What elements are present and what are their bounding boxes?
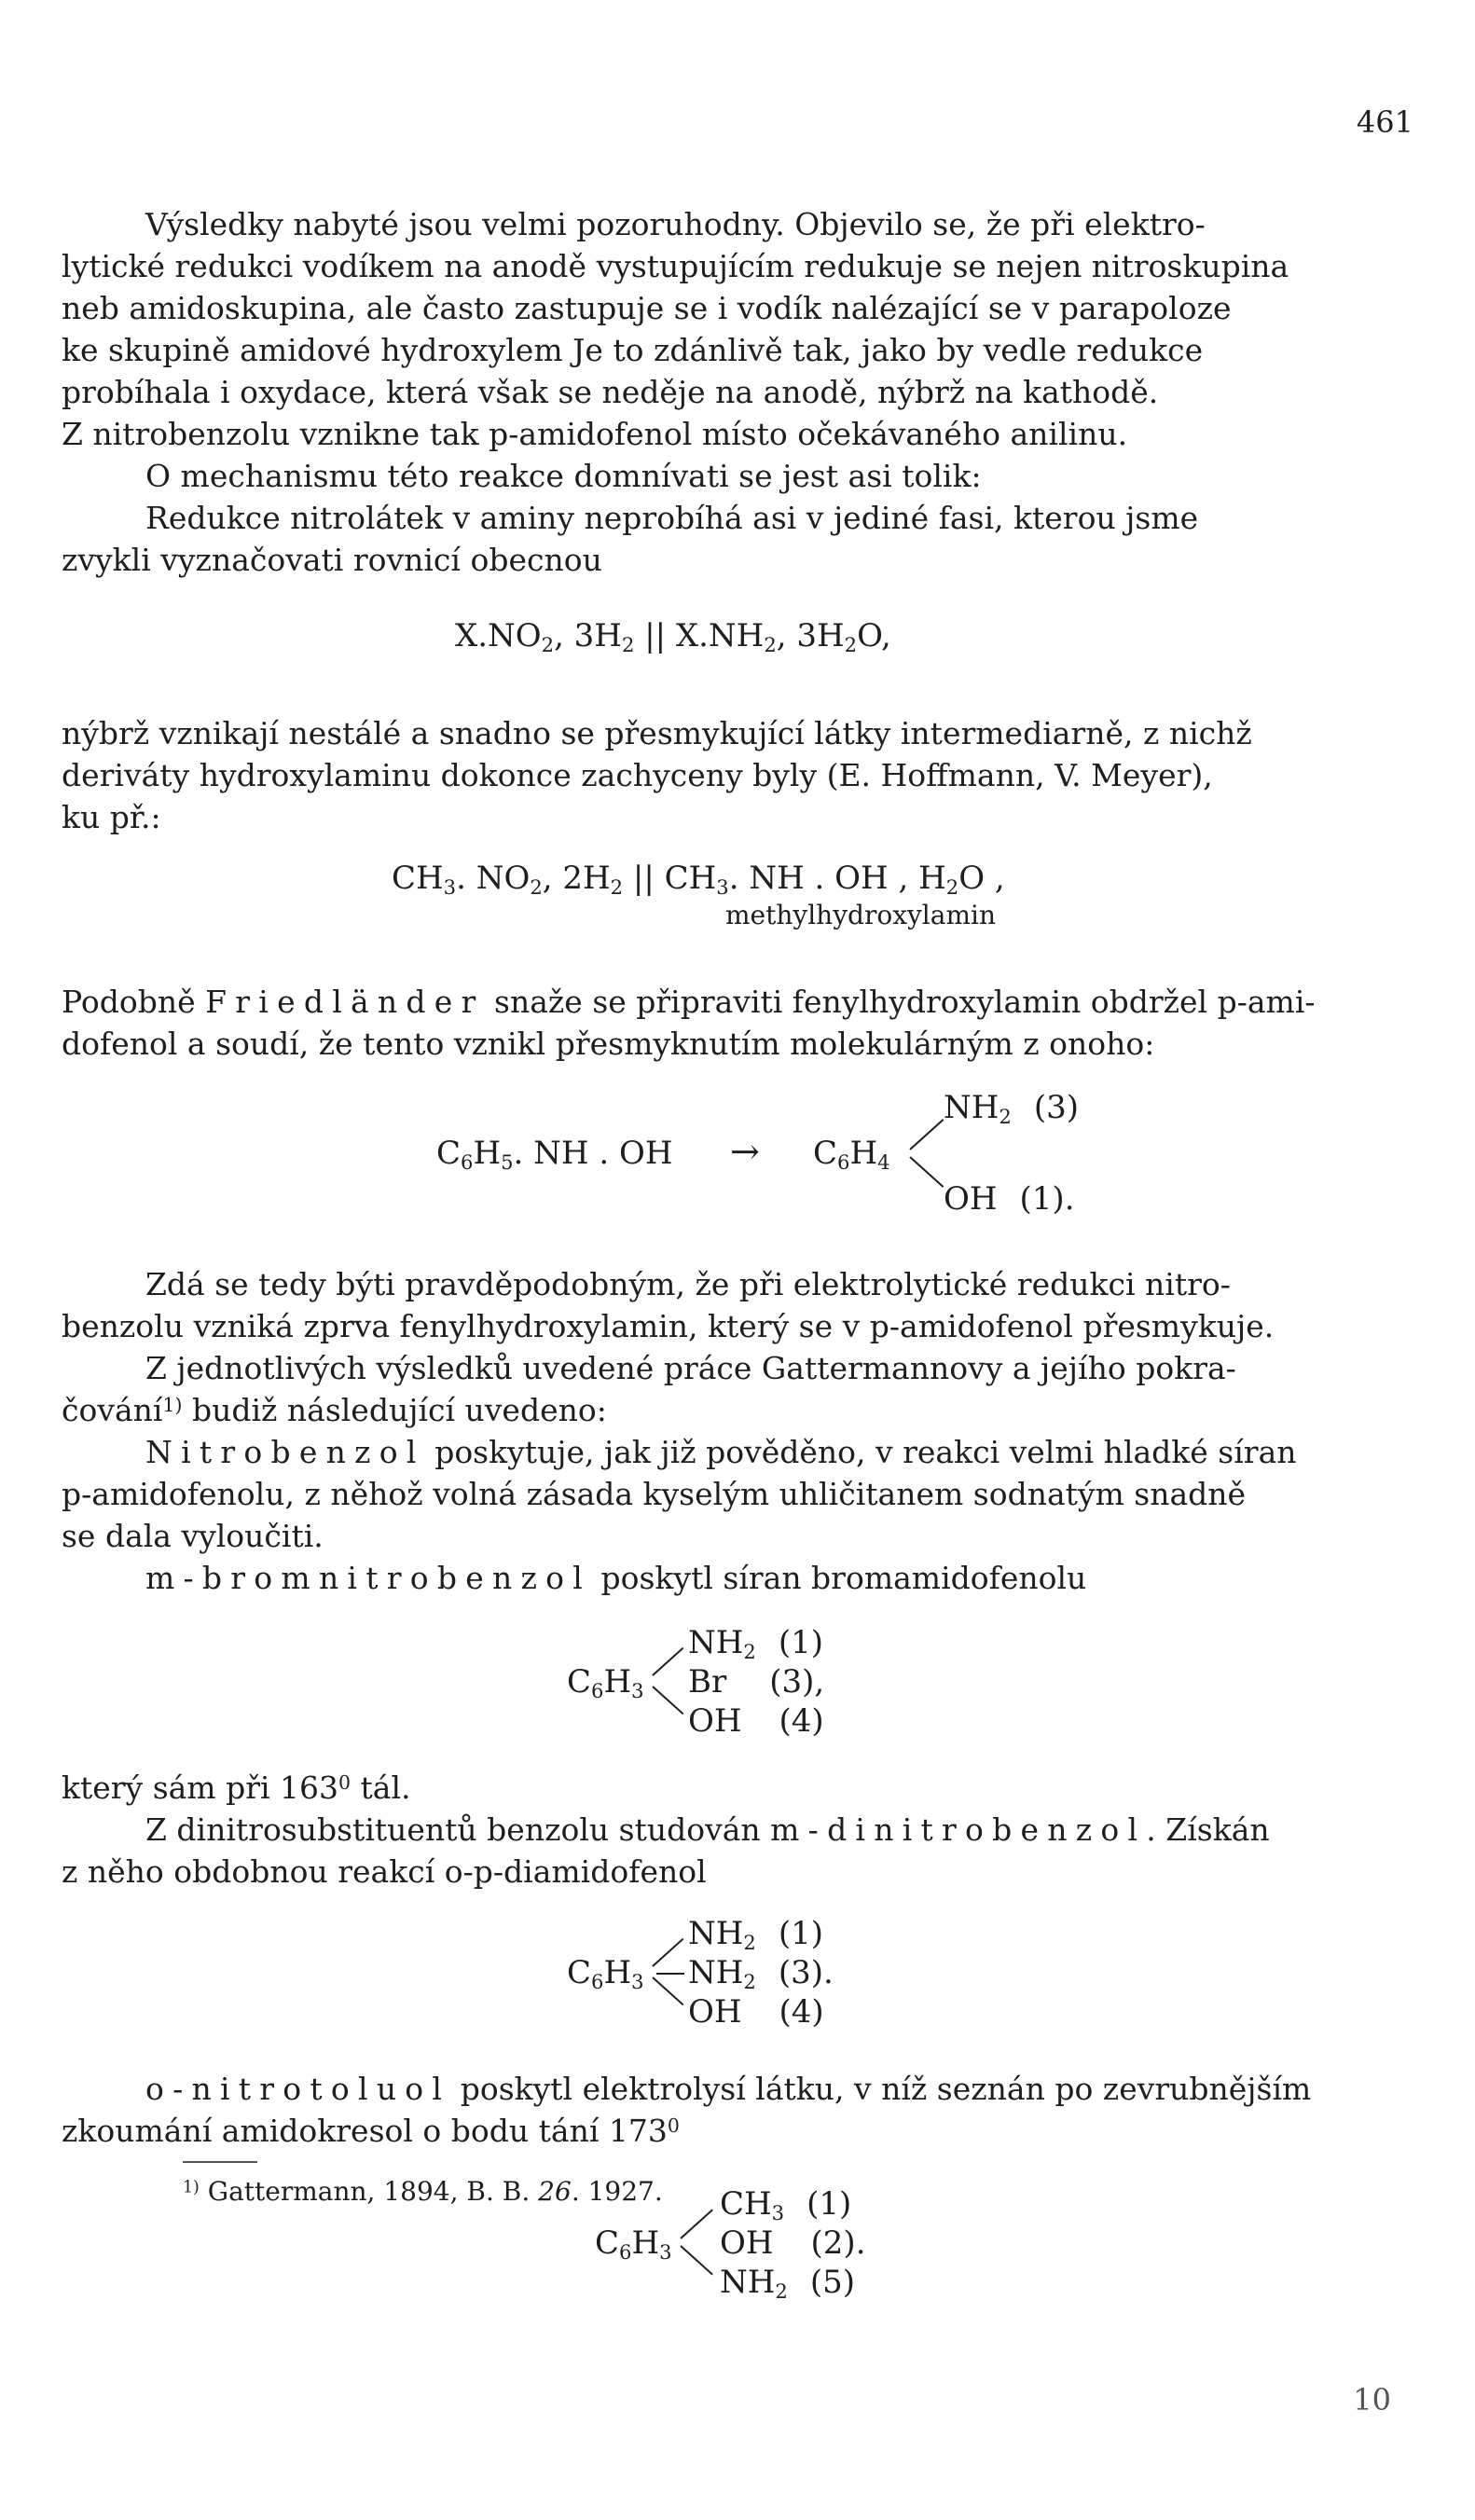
position-number: (1): [806, 2185, 852, 2223]
footnote: [183, 2176, 663, 2207]
text-line: Výsledky nabyté jsou velmi pozoruhodny. Objevilo se, že při elektro-: [145, 206, 1206, 242]
text-line: p-amidofenolu, z něhož volná zásada kyselým uhličitanem sodnatým snadně: [62, 1476, 1247, 1512]
substituent-bottom: [688, 1991, 824, 2032]
position-number: (3),: [769, 1663, 825, 1701]
formula-part: . NH . OH , H: [728, 860, 946, 897]
formula-part: || CH: [623, 860, 717, 897]
text-fragment: . Získán: [1146, 1811, 1270, 1848]
spaced-name: m-dinitrobenzol: [770, 1811, 1147, 1848]
formula-part: C: [436, 1135, 462, 1172]
bond-line: [652, 1686, 683, 1714]
subscript: 3: [631, 1969, 644, 1993]
text-line: neb amidoskupina, ale často zastupuje se i vodík nalézající se v parapoloze: [62, 290, 1232, 326]
position-number: (1): [778, 1915, 823, 1952]
paragraph-reduction: [62, 497, 1413, 581]
text-line: [62, 981, 1413, 1023]
substituent-top: [688, 1913, 823, 1954]
formula-part: H: [603, 1954, 632, 1991]
formula-part: X.NO: [455, 617, 542, 654]
formula-part: NH: [688, 1915, 744, 1952]
text-line: deriváty hydroxylaminu dokonce zachyceny byly (E. Hoffmann, V. Meyer),: [62, 757, 1213, 793]
formula-part: H: [631, 2224, 660, 2262]
text-line: [62, 2110, 1413, 2152]
formula-part: H: [473, 1135, 502, 1172]
position-number: (3): [1033, 1089, 1079, 1126]
position-number: (3).: [778, 1954, 834, 1991]
text-line: benzolu vzniká zprva fenylhydroxylamin, který se v p-amidofenol přesmykuje.: [62, 1308, 1275, 1344]
formula-part: NH: [944, 1089, 999, 1126]
footnote-mark: 1): [183, 2178, 200, 2197]
formula-part: C: [567, 1663, 592, 1701]
bond-line: [652, 1647, 683, 1676]
subscript: 2: [621, 632, 635, 656]
formula-part: CH: [720, 2185, 772, 2223]
text-line: ke skupině amidové hydroxylem Je to zdánlivě tak, jako by vedle redukce: [62, 332, 1204, 368]
text-line: [62, 1767, 1413, 1809]
footnote-text: . 1927.: [571, 2176, 663, 2207]
formula-part: OH: [688, 1993, 742, 2031]
paragraph-bromnitrobenzol: [62, 1557, 1413, 1599]
text-fragment: snaže se připraviti fenylhydroxylamin obdržel p-ami-: [484, 984, 1316, 1020]
position-number: (4): [779, 1993, 824, 2031]
text-fragment: poskytl elektrolysí látku, v níž seznán po zevrubnějším: [450, 2071, 1312, 2107]
text-line: zvykli vyznačovati rovnicí obecnou: [62, 542, 602, 578]
formula-part: , 3H: [776, 617, 845, 654]
text-line: Zdá se tedy býti pravděpodobným, že při elektrolytické redukci nitro-: [145, 1266, 1231, 1302]
paragraph-friedlander: [62, 981, 1413, 1065]
formula-rearrangement-rhs: [813, 1133, 890, 1174]
paragraph-nitrotoluol: [62, 2068, 1413, 2152]
paragraph-nitrobenzol: [62, 1431, 1413, 1557]
subscript: 4: [877, 1150, 890, 1174]
formula-part: . NH . OH: [513, 1135, 673, 1172]
text-line: [62, 1557, 1413, 1599]
formula-rearrangement-lhs: [436, 1133, 672, 1174]
subscript: 3: [631, 1678, 644, 1702]
reaction-arrow: →: [730, 1131, 760, 1172]
position-number: (4): [779, 1702, 824, 1740]
formula-part: Br: [688, 1663, 727, 1701]
formula-part: H: [849, 1135, 878, 1172]
subscript: 5: [501, 1150, 514, 1174]
formula-caption: methylhydroxylamin: [725, 900, 996, 930]
formula-part: H: [603, 1663, 632, 1701]
formula-part: C: [595, 2224, 620, 2262]
bond-line: [652, 1976, 683, 2005]
text-line: O mechanismu této reakce domnívati se jest asi tolik:: [145, 458, 982, 494]
bond-line: [909, 1119, 944, 1150]
paragraph-intermediates: [62, 712, 1413, 838]
text-fragment: poskytl síran bromamidofenolu: [591, 1560, 1087, 1596]
formula-part: OH: [720, 2224, 774, 2262]
formula-general-reduction: [455, 615, 891, 656]
formula-part: OH: [944, 1180, 998, 1218]
subscript: 2: [999, 1104, 1012, 1128]
subscript: 2: [743, 1930, 756, 1954]
subscript: 2: [764, 632, 777, 656]
text-fragment: čování: [62, 1392, 163, 1428]
formula-part: C: [567, 1954, 592, 1991]
text-line: ku př.:: [62, 799, 161, 835]
subscript: 6: [591, 1969, 604, 1993]
text-line: lytické redukci vodíkem na anodě vystupujícím redukuje se nejen nitroskupina: [62, 248, 1289, 284]
position-number: (1): [778, 1624, 823, 1661]
footnote-text: Gattermann, 1894, B. B.: [199, 2176, 539, 2207]
substituent-top: [688, 1622, 823, 1663]
spaced-name: o-nitrotoluol: [145, 2071, 451, 2107]
subscript: 6: [837, 1150, 850, 1174]
substituent-middle: [688, 1661, 824, 1702]
text-line: dofenol a soudí, že tento vznikl přesmyknutím molekulárným z onoho:: [62, 1026, 1155, 1062]
substituent-middle: [688, 1952, 834, 1993]
formula-amidokresol: [595, 2223, 672, 2264]
subscript: 2: [541, 632, 555, 656]
text-line: z něho obdobnou reakcí o-p-diamidofenol: [62, 1853, 707, 1890]
formula-part: O ,: [958, 860, 1005, 897]
substituent-bottom: [720, 2262, 855, 2303]
substituent-bottom: [688, 1701, 824, 1742]
position-number: (2).: [810, 2224, 866, 2262]
substituent-bottom: [944, 1178, 1075, 1219]
bond-line: [680, 2245, 713, 2275]
position-number: (5): [809, 2264, 855, 2301]
superscript: 0: [667, 2114, 680, 2137]
subscript: 2: [530, 874, 543, 899]
text-line: [62, 1389, 1413, 1431]
formula-part: , 3H: [554, 617, 622, 654]
bond-line: [680, 2209, 713, 2238]
bond-line: [652, 1938, 683, 1967]
subscript: 2: [610, 874, 624, 899]
signature-mark: 10: [1353, 2382, 1391, 2417]
bond-line: [909, 1156, 944, 1188]
footnote-divider: [183, 2161, 257, 2163]
formula-part: CH: [392, 860, 444, 897]
text-line: [62, 2068, 1413, 2110]
formula-bromamidofenol: [567, 1661, 644, 1702]
text-fragment: Z dinitrosubstituentů benzolu studován: [145, 1811, 771, 1848]
text-line: probíhala i oxydace, která však se neděje na anodě, nýbrž na kathodě.: [62, 374, 1159, 410]
formula-part: || X.NH: [634, 617, 765, 654]
formula-part: , 2H: [542, 860, 611, 897]
subscript: 3: [659, 2239, 672, 2264]
text-line: nýbrž vznikají nestálé a snadno se přesmykující látky intermediarně, z nichž: [62, 715, 1252, 751]
formula-part: NH: [688, 1954, 744, 1991]
paragraph-probable: [62, 1263, 1413, 1347]
formula-part: O,: [857, 617, 891, 654]
formula-part: OH: [688, 1702, 742, 1740]
text-fragment: zkoumání amidokresol o bodu tání 173: [62, 2113, 668, 2149]
formula-part: NH: [688, 1624, 744, 1661]
spaced-name: Nitrobenzol: [145, 1434, 425, 1470]
subscript: 3: [716, 874, 729, 899]
bond-line: [656, 1973, 684, 1975]
formula-part: NH: [720, 2264, 776, 2301]
text-line: [62, 1809, 1413, 1851]
page-number: 461: [1356, 104, 1413, 140]
spaced-name: Friedländer: [205, 984, 485, 1020]
paragraph-melting-point: [62, 1767, 1413, 1809]
subscript: 3: [443, 874, 457, 899]
subscript: 6: [619, 2239, 632, 2264]
paragraph-results: [62, 203, 1413, 455]
formula-diamidofenol: [567, 1952, 644, 1993]
text-fragment: který sám při 163: [62, 1770, 339, 1806]
footnote-reference: 1): [162, 1393, 183, 1416]
text-line: Redukce nitrolátek v aminy neprobíhá asi v jediné fasi, kterou jsme: [145, 500, 1199, 536]
footnote-volume: 26: [538, 2176, 572, 2207]
text-fragment: Podobně: [62, 984, 206, 1020]
text-line: se dala vyloučiti.: [62, 1518, 324, 1554]
superscript: 0: [338, 1770, 352, 1794]
spaced-name: m-bromnitrobenzol: [145, 1560, 592, 1596]
position-number: (1).: [1019, 1180, 1075, 1218]
formula-part: C: [813, 1135, 838, 1172]
text-fragment: budiž následující uvedeno:: [182, 1392, 607, 1428]
formula-part: . NO: [456, 860, 531, 897]
substituent-middle: [720, 2223, 866, 2264]
subscript: 2: [743, 1639, 756, 1663]
text-fragment: tál.: [351, 1770, 411, 1806]
formula-methylhydroxylamin: [392, 858, 1005, 899]
substituent-top: [720, 2183, 851, 2224]
subscript: 6: [591, 1678, 604, 1702]
subscript: 2: [775, 2279, 788, 2303]
paragraph-results-list: [62, 1347, 1413, 1431]
text-fragment: poskytuje, jak již pověděno, v reakci velmi hladké síran: [424, 1434, 1297, 1470]
substituent-top: [944, 1087, 1079, 1128]
subscript: 2: [743, 1969, 756, 1993]
text-line: Z nitrobenzolu vznikne tak p-amidofenol místo očekávaného anilinu.: [62, 416, 1128, 452]
text-line: [62, 1431, 1413, 1473]
subscript: 2: [945, 874, 959, 899]
subscript: 6: [461, 1150, 474, 1174]
paragraph-mechanism: [62, 455, 1413, 497]
subscript: 3: [771, 2200, 785, 2224]
text-line: Z jednotlivých výsledků uvedené práce Gattermannovy a jejího pokra-: [145, 1350, 1236, 1386]
subscript: 2: [844, 632, 858, 656]
paragraph-dinitro: [62, 1809, 1413, 1893]
